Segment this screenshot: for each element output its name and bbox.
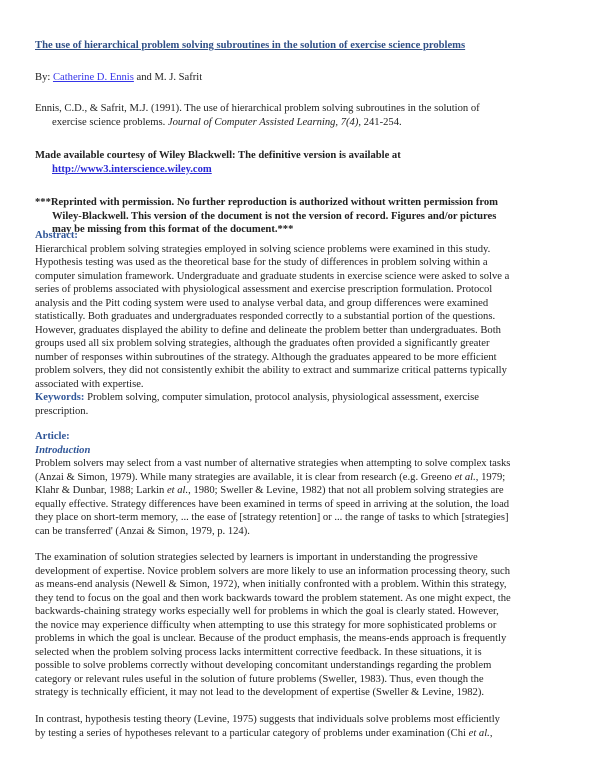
abstract-body: [35, 243, 590, 392]
text-line: [35, 484, 590, 498]
keywords-text-cont: prescription.: [35, 405, 89, 417]
text-line: [35, 270, 590, 284]
text-line: [35, 498, 590, 512]
text-segment: , 1980; Sweller & Levine, 1982) that not all problem solving strategies are: [188, 485, 504, 496]
text-line: [35, 196, 590, 210]
citation: [35, 102, 590, 129]
text-line: [35, 686, 590, 700]
keywords-text: Problem solving, computer simulation, protocol analysis, physiological assessment, exercise: [84, 392, 479, 403]
text-segment: In contrast, hypothesis testing theory (Levine, 1975) suggests that individuals solve problems most efficiently: [35, 714, 500, 725]
text-segment: computer simulation framework. Undergraduate and graduate students in exercise science were asked to solve a: [35, 270, 510, 282]
text-segment: Ennis, C.D., & Safrit, M.J. (1991). The use of hierarchical problem solving subroutines in the solution of: [35, 103, 480, 114]
text-line: [35, 551, 590, 565]
text-segment: they tend to focus on the goal and then work backwards toward the problem statement. As one might expect, the: [35, 592, 511, 604]
text-segment: associated with expertise.: [35, 378, 144, 390]
text-segment: equally effective. Strategy differences have been examined in terms of speed in arriving at the solution, the load: [35, 498, 510, 510]
paragraph-3: [35, 713, 590, 740]
paragraph-2: [35, 551, 590, 700]
text-segment: strategy is technically efficient, it may not lead to the development of expertise (Sweller & Levine, 1982).: [35, 687, 485, 698]
text-line: [35, 565, 590, 579]
italic-segment: Journal of Computer Assisted Learning, 7(4),: [167, 116, 362, 128]
text-segment: groups used all six problem solving strategies, although the graduates often provided a significantly greater: [35, 338, 490, 349]
text-line: [35, 256, 590, 270]
text-line: [35, 619, 590, 633]
courtesy-text: Made available courtesy of Wiley Blackwell: The definitive version is available at: [35, 150, 401, 161]
text-segment: series of problems associated with physiological assessment and exercise prescription formulation. Protocol: [35, 284, 493, 295]
text-segment: However, graduates displayed the ability to define and delineate the problem better than undergraduates. Both: [35, 324, 501, 336]
byline-suffix: and M. J. Safrit: [133, 72, 203, 83]
author-link[interactable]: Catherine D. Ennis: [52, 72, 134, 83]
text-line: [35, 673, 590, 687]
text-line: [35, 210, 590, 224]
text-segment: ,: [489, 727, 493, 739]
text-segment: Hypothesis testing was used as the theoretical base for the study of differences in problem solving within a: [35, 257, 488, 268]
text-line: [35, 310, 590, 324]
text-line: [35, 378, 590, 392]
document-title: [35, 40, 590, 51]
text-line: [35, 525, 590, 539]
text-segment: number of responses within subroutines of the strategy. Although the graduates appeared to be more efficient: [35, 351, 497, 363]
italic-segment: et al.: [454, 471, 476, 483]
text-segment: can be transferred' (Anzai & Simon, 1979, p. 124).: [35, 525, 250, 537]
text-segment: problem solvers, they did not consistently exhibit the ability to extract and summarize critical patterns typically: [35, 365, 507, 376]
text-line: [35, 364, 590, 378]
text-segment: the novice may experience difficulty when attempting to use this strategy for more sophisticated problems or: [35, 619, 497, 631]
text-line: [35, 324, 590, 338]
text-line: [35, 632, 590, 646]
text-line: [35, 605, 590, 619]
text-segment: (Anzai & Simon, 1979). While many strategies are available, it is clear from research (e.g. Greeno: [35, 471, 455, 483]
text-line: [35, 659, 590, 673]
text-line: [35, 102, 590, 116]
text-segment: by testing a series of hypotheses relevant to a particular category of problems under examination (Chi: [35, 727, 469, 739]
courtesy-notice: [35, 149, 590, 176]
italic-segment: et al.: [166, 485, 189, 496]
article-section: [35, 430, 590, 457]
text-line: [35, 578, 590, 592]
byline: [35, 72, 590, 83]
abstract-heading: Abstract:: [35, 230, 78, 241]
title-link[interactable]: The use of hierarchical problem solving subroutines in the solution of exercise science problems: [35, 40, 466, 51]
text-line: [35, 511, 590, 525]
text-segment: selected when the problem solving process lacks intermittent corrective feedback. In these situations, it is: [35, 646, 482, 658]
text-segment: exercise science problems.: [52, 116, 168, 128]
text-segment: development of expertise. Novice problem solvers are more likely to use an information processing theory, such: [35, 565, 511, 577]
text-segment: statistically. Both graduates and undergraduates responded correctly to a substantial portion of the questions.: [35, 311, 496, 322]
text-segment: as means-end analysis (Newell & Simon, 1972), when initially confronted with a problem. Within this strategy,: [35, 579, 507, 590]
byline-prefix: By:: [35, 72, 53, 83]
text-line: [35, 592, 590, 606]
text-segment: ***Reprinted with permission. No further reproduction is authorized without written permission from: [35, 197, 498, 208]
paragraph-1: [35, 457, 590, 538]
text-segment: problems in which the goal is unclear. Because of the product emphasis, the means-ends approach is frequently: [35, 633, 507, 644]
abstract-section: [35, 229, 590, 418]
text-line: [35, 727, 590, 741]
text-line: [35, 646, 590, 660]
italic-segment: et al.: [468, 727, 490, 739]
text-line: [35, 351, 590, 365]
text-segment: possible to solve problems correctly without developing concomitant understandings regarding the problem: [35, 660, 492, 671]
text-line: [35, 713, 590, 727]
text-segment: backwards-chaining strategy works especially well for problems in which the goal is clearly stated. However,: [35, 606, 499, 617]
text-segment: may be missing from this format of the document.***: [52, 224, 294, 235]
text-segment: Klahr & Dunbar, 1988; Larkin: [35, 485, 167, 496]
text-line: [35, 283, 590, 297]
text-line: [35, 457, 590, 471]
keywords-label: Keywords:: [35, 392, 85, 403]
text-line: [35, 116, 590, 130]
text-segment: they place on short-term memory, ... the ease of [strategy retention] or ... the range of tasks to which [strategies]: [35, 512, 509, 523]
text-segment: analysis and the Pitt coding system were used to analyse verbal data, and group differences were examined: [35, 297, 489, 309]
text-segment: The examination of solution strategies selected by learners is important in understanding the progressive: [35, 552, 478, 563]
text-line: [35, 243, 590, 257]
wiley-link[interactable]: http://www3.interscience.wiley.com: [52, 163, 212, 175]
text-segment: , 1979;: [475, 471, 506, 483]
text-segment: category or relevant rules useful in the solution of future problems (Sweller, 1983). Thus, even though the: [35, 673, 484, 685]
text-segment: Hierarchical problem solving strategies employed in solving science problems were examined in this study.: [35, 243, 491, 255]
keywords-line: [35, 391, 590, 405]
text-segment: 241-254.: [361, 116, 402, 128]
text-line: [35, 471, 590, 485]
text-line: [35, 337, 590, 351]
article-heading: Article:: [35, 431, 70, 442]
text-line: [35, 297, 590, 311]
introduction-subheading: Introduction: [35, 444, 91, 456]
text-segment: Wiley-Blackwell. This version of the document is not the version of record. Figures and/or pictures: [52, 210, 497, 222]
text-segment: Problem solvers may select from a vast number of alternative strategies when attempting to solve complex tasks: [35, 458, 511, 469]
